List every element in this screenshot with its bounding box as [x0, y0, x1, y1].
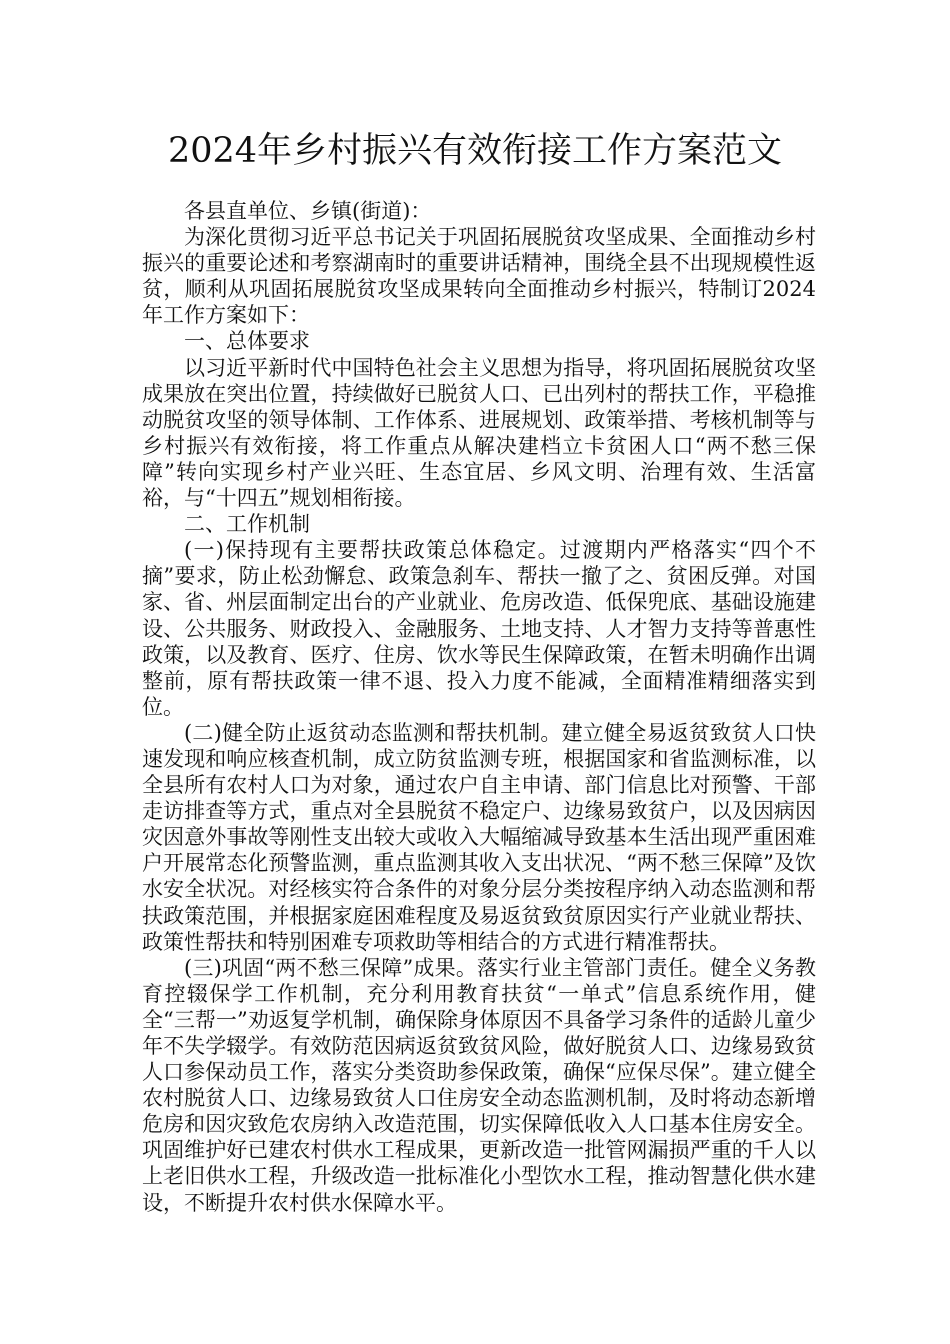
paragraph-intro: 为深化贯彻习近平总书记关于巩固拓展脱贫攻坚成果、全面推动乡村振兴的重要论述和考察湖南时的重要讲话精神，围绕全县不出现规模性返贫，顺利从巩固拓展脱贫攻坚成果转向全面推动乡村振兴，特制订2024年工作方案如下：: [142, 225, 816, 328]
paragraph-three-guarantees: (三)巩固“两不愁三保障”成果。落实行业主管部门责任。健全义务教育控辍保学工作机制，充分利用教育扶贫“一单式”信息系统作用，健全“三帮一”劝返复学机制，确保除身体原因不具备学习条件的适龄儿童少年不失学辍学。有效防范因病返贫致贫风险，做好脱贫人口、边缘易致贫人口参保动员工作，落实分类资助参保政策，确保“应保尽保”。建立健全农村脱贫人口、边缘易致贫人口住房安全动态监测机制，及时将动态新增危房和因灾致危农房纳入改造范围，切实保障低收入人口基本住房安全。巩固维护好已建农村供水工程成果，更新改造一批管网漏损严重的千人以上老旧供水工程，升级改造一批标准化小型饮水工程，推动智慧化供水建设，不断提升农村供水保障水平。: [142, 955, 816, 1215]
document-title: 2024年乡村振兴有效衔接工作方案范文: [167, 131, 783, 171]
paragraph-policy-stability: (一)保持现有主要帮扶政策总体稳定。过渡期内严格落实“四个不摘”要求，防止松劲懈怠、政策急刹车、帮扶一撤了之、贫困反弹。对国家、省、州层面制定出台的产业就业、危房改造、低保兜底、基础设施建设、公共服务、财政投入、金融服务、土地支持、人才智力支持等普惠性政策，以及教育、医疗、住房、饮水等民生保障政策，在暂未明确作出调整前，原有帮扶政策一律不退、投入力度不能减，全面精准精细落实到位。: [142, 538, 816, 719]
document-body: [142, 198, 816, 1216]
salutation: 各县直单位、乡镇(街道)：: [184, 199, 432, 223]
section-heading-work-mechanism: 二、工作机制: [184, 512, 310, 537]
section-heading-general-requirements: 一、总体要求: [184, 329, 310, 354]
paragraph-monitoring-mechanism: (二)健全防止返贫动态监测和帮扶机制。建立健全易返贫致贫人口快速发现和响应核查机制，成立防贫监测专班，根据国家和省监测标准，以全县所有农村人口为对象，通过农户自主申请、部门信息比对预警、干部走访排查等方式，重点对全县脱贫不稳定户、边缘易致贫户，以及因病因灾因意外事故等刚性支出较大或收入大幅缩减导致基本生活出现严重困难户开展常态化预警监测，重点监测其收入支出状况、“两不愁三保障”及饮水安全状况。对经核实符合条件的对象分层分类按程序纳入动态监测和帮扶政策范围，并根据家庭困难程度及易返贫致贫原因实行产业就业帮扶、政策性帮扶和特别困难专项救助等相结合的方式进行精准帮扶。: [142, 720, 816, 954]
paragraph-general-requirements: 以习近平新时代中国特色社会主义思想为指导，将巩固拓展脱贫攻坚成果放在突出位置，持续做好已脱贫人口、已出列村的帮扶工作，平稳推动脱贫攻坚的领导体制、工作体系、进展规划、政策举措、考核机制等与乡村振兴有效衔接，将工作重点从解决建档立卡贫困人口“两不愁三保障”转向实现乡村产业兴旺、生态宜居、乡风文明、治理有效、生活富裕，与“十四五”规划相衔接。: [142, 355, 816, 511]
